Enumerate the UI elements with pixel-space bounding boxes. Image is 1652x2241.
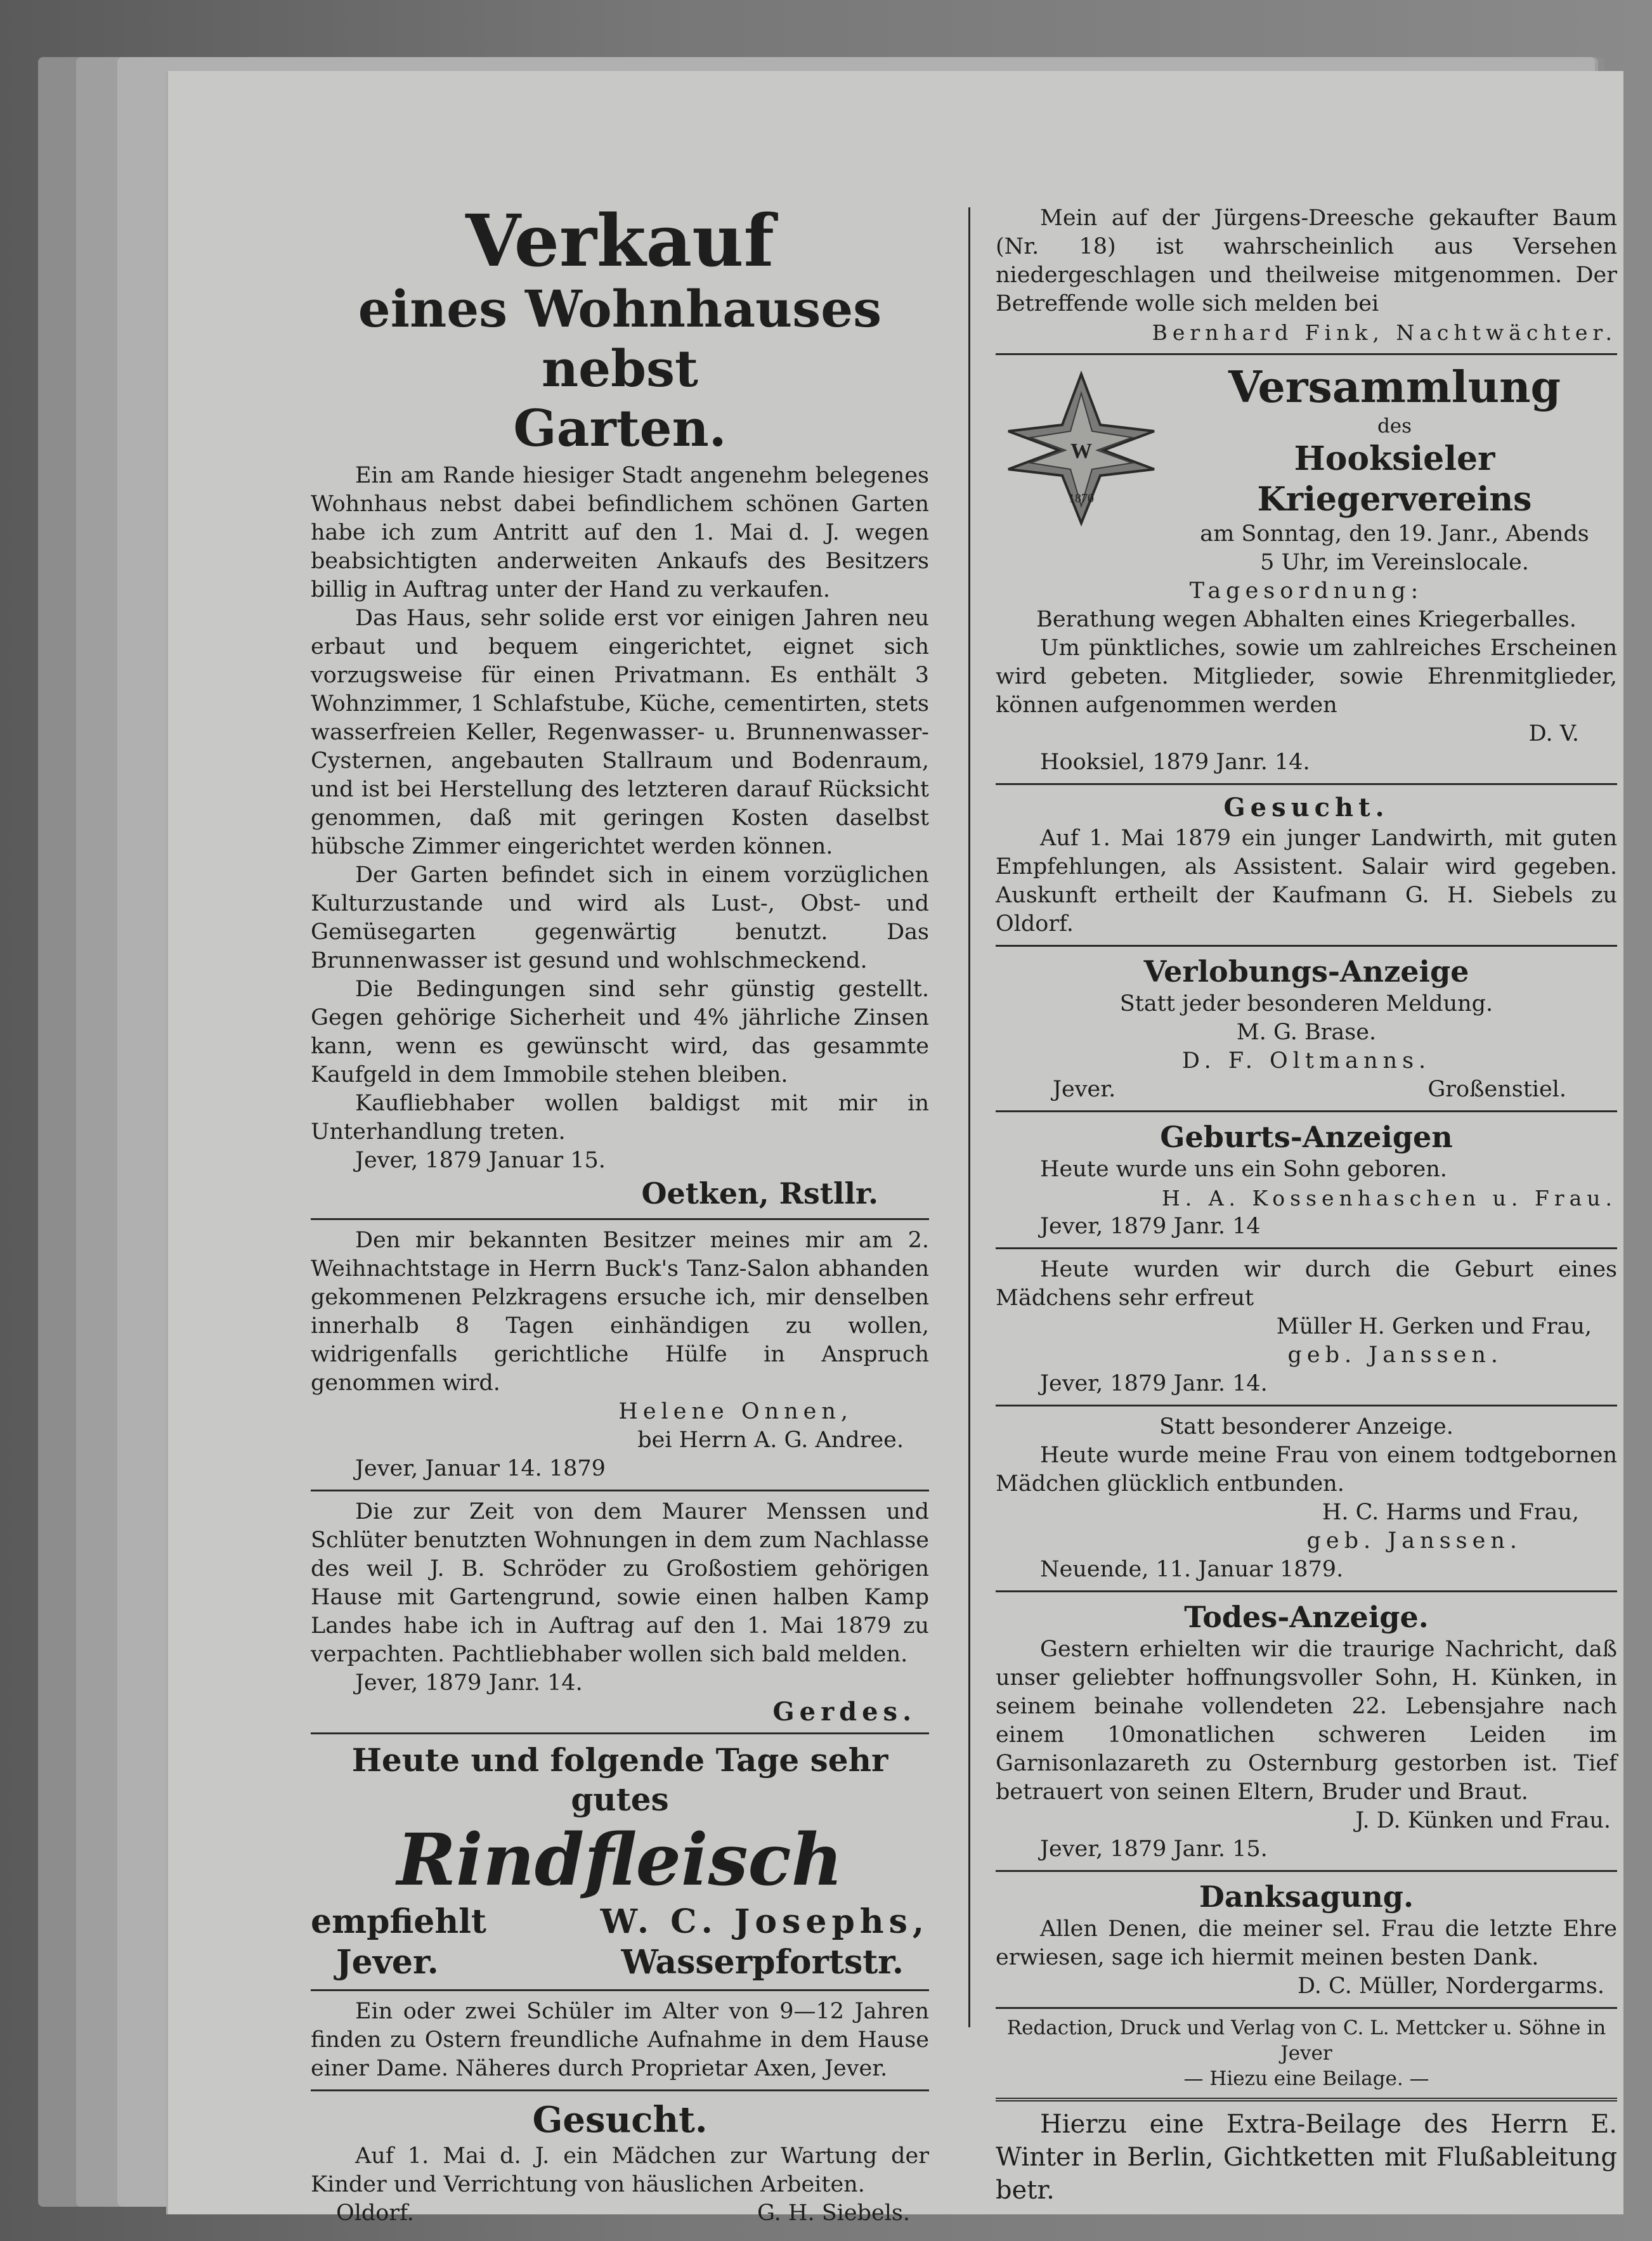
divider: [996, 2098, 1617, 2101]
ad-footer-right: Wasserpfortstr.: [621, 1943, 904, 1982]
ad-title: Gesucht.: [1223, 793, 1389, 822]
cross-year: 1870: [1069, 491, 1094, 505]
ad-rindfleisch: [311, 1741, 929, 1983]
ad-footer-row: [996, 1075, 1617, 1104]
right-column: [996, 204, 1617, 2207]
divider: [311, 1490, 929, 1491]
name-line: D. F. Oltmanns.: [1181, 1048, 1431, 1074]
ad-title: Rindfleisch: [396, 1819, 843, 1902]
paragraph: Heute wurde meine Frau von einem todtgebornen Mädchen glücklich entbunden.: [996, 1443, 1617, 1497]
ad-title: Geburts-Anzeigen: [1160, 1120, 1453, 1154]
paragraph: Der Garten befindet sich in einem vorzüglichen Kulturzustande und wird als Lust-, Obst- und Gemüsegarten gegenwärtig benutzt. Das Brunnenwasser ist gesund und wohlschmeckend.: [311, 862, 929, 973]
signature-detail: bei Herrn A. G. Andree.: [637, 1427, 904, 1453]
signature-detail: geb. Janssen.: [1306, 1528, 1522, 1554]
signature: Bernhard Fink, Nachtwächter.: [1152, 320, 1617, 345]
place: Großenstiel.: [1428, 1077, 1566, 1102]
ad-verlobung: [996, 953, 1617, 1104]
imprint-line: Redaction, Druck und Verlag von C. L. Mettcker u. Söhne in Jever: [1006, 2017, 1606, 2065]
divider: [996, 783, 1617, 785]
ad-line: Heute wurde uns ein Sohn geboren.: [1040, 1157, 1447, 1182]
paragraph: Allen Denen, die meiner sel. Frau die letzte Ehre erwiesen, sage ich hiermit meinen besten Dank.: [996, 1916, 1617, 1970]
signature: H. A. Kossenhaschen u. Frau.: [1161, 1186, 1617, 1211]
ad-subtitle: Statt jeder besonderen Meldung.: [1119, 991, 1493, 1017]
paragraph: Um pünktliches, sowie um zahlreiches Erscheinen wird gebeten. Mitglieder, sowie Ehrenmitglieder, können aufgenommen werden: [996, 635, 1617, 718]
ad-gesucht-landwirth: [996, 791, 1617, 939]
divider: [996, 1247, 1617, 1249]
ad-extra-beilage: [996, 2108, 1617, 2207]
date-line: Jever, 1879 Janr. 14: [1040, 1214, 1261, 1239]
paragraph: Auf 1. Mai 1879 ein junger Landwirth, mit guten Empfehlungen, als Assistent. Salair wird gegeben. Auskunft ertheilt der Kaufmann G. H. Siebels zu Oldorf.: [996, 826, 1617, 937]
paragraph: Das Haus, sehr solide erst vor einigen Jahren neu erbaut und bequem eingerichtet, eignet sich vorzugsweise für einen Privatmann. Es enthält 3 Wohnzimmer, 1 Schlafstube, Küche, cementirten, stets wasserfreien Keller, Regenwasser- u. Brunnenwasser-Cysternen, angebauten Stallraum und Bodenraum, und ist bei Herstellung des letzteren darauf Rücksicht genommen, daß mit geringen Kosten daselbst hübsche Zimmer eingerichtet werden können.: [311, 606, 929, 859]
ad-danksagung: [996, 1878, 1617, 2001]
signature: G. H. Siebels.: [757, 2200, 910, 2226]
ad-geburt: [996, 1119, 1617, 1584]
agenda-item: Berathung wegen Abhalten eines Kriegerballes.: [1036, 607, 1577, 632]
ad-subtitle: Statt besonderer Anzeige.: [1159, 1414, 1454, 1439]
ad-title: Verlobungs-Anzeige: [1143, 954, 1469, 989]
agenda-label: Tagesordnung:: [1189, 578, 1424, 604]
signature: D. C. Müller, Nordergarms.: [1297, 1973, 1604, 1999]
ad-gesucht-maedchen: [311, 2098, 929, 2228]
divider: [311, 2089, 929, 2091]
signature: J. D. Künken und Frau.: [1355, 1808, 1611, 1833]
date-line: Jever, 1879 Janr. 15.: [1040, 1836, 1268, 1862]
date-line: Jever, 1879 Janr. 14.: [1040, 1371, 1268, 1396]
versammlung-header: [996, 361, 1617, 577]
signature: Helene Onnen,: [618, 1399, 853, 1424]
ad-footer-row: [311, 1902, 929, 1942]
iron-cross-icon: [996, 361, 1167, 533]
ad-headline: Heute und folgende Tage sehr gutes: [351, 1741, 888, 1818]
ad-subtitle: Hooksieler Kriegervereins: [1257, 439, 1532, 519]
ad-title: Verkauf: [465, 200, 774, 283]
place: Jever.: [1053, 1077, 1116, 1102]
ad-subtitle: des: [1377, 415, 1412, 438]
ad-pelzkragen: [311, 1226, 929, 1483]
left-column: [311, 200, 929, 2228]
divider: [311, 1218, 929, 1220]
ad-title: Gesucht.: [532, 2099, 708, 2141]
date-line: Jever, 1879 Januar 15.: [355, 1148, 606, 1173]
ad-footer-row: [311, 2199, 929, 2228]
signature: Oetken, Rstllr.: [641, 1176, 878, 1211]
signature-detail: geb. Janssen.: [1287, 1342, 1503, 1368]
paragraph: Kaufliebhaber wollen baldigst mit mir in Unterhandlung treten.: [311, 1091, 929, 1145]
signature: H. C. Harms und Frau,: [1322, 1500, 1579, 1525]
column-divider: [968, 207, 970, 2027]
date-line: Jever, Januar 14. 1879: [355, 1456, 606, 1481]
paragraph: Mein auf der Jürgens-Dreesche gekaufter Baum (Nr. 18) ist wahrscheinlich aus Versehen niedergeschlagen und theilweise mitgenommen. Der Betreffende wolle sich melden bei: [996, 205, 1617, 316]
paragraph: Den mir bekannten Besitzer meines mir am 2. Weihnachtstage in Herrn Buck's Tanz-Salon abhanden gekommenen Pelzkragens ersuche ich, mir denselben innerhalb 8 Tagen einhändigen zu wollen, widrigenfalls gerichtliche Hülfe in Anspruch genommen wird.: [311, 1228, 929, 1396]
cross-letter: W: [1070, 439, 1092, 463]
paragraph: Gestern erhielten wir die traurige Nachricht, daß unser geliebter hoffnungsvoller Sohn, H. Künken, in seinem beinahe vollendeten 22. Lebensjahre nach einem 10monatlichen schweren Leiden im Garnisonlazareth zu Osternburg gestorben ist. Tief betrauert von seinen Eltern, Bruder und Braut.: [996, 1637, 1617, 1805]
divider: [996, 1110, 1617, 1112]
signature: Gerdes.: [772, 1697, 916, 1727]
ad-title: Versammlung: [1228, 362, 1561, 413]
ad-schueler: [311, 1997, 929, 2083]
divider: [311, 1989, 929, 1991]
ad-line: am Sonntag, den 19. Janr., Abends: [1200, 521, 1589, 547]
divider: [996, 353, 1617, 355]
signature: Müller H. Gerken und Frau,: [1276, 1314, 1592, 1339]
name-line: M. G. Brase.: [1236, 1020, 1377, 1045]
ad-versammlung: [996, 361, 1617, 777]
ad-baum: [996, 204, 1617, 347]
divider: [996, 1405, 1617, 1406]
ad-title: Todes-Anzeige.: [1184, 1600, 1429, 1634]
ad-title: Danksagung.: [1199, 1880, 1414, 1914]
imprint-line: — Hiezu eine Beilage. —: [1183, 2067, 1429, 2090]
ad-verkauf: [311, 200, 929, 1212]
divider: [311, 1732, 929, 1734]
date-line: Jever, 1879 Janr. 14.: [355, 1670, 583, 1696]
signature: D. V.: [1528, 721, 1579, 746]
paragraph: Die zur Zeit von dem Maurer Menssen und Schlüter benutzten Wohnungen in dem zum Nachlasse des weil J. B. Schröder zu Großostiem gehörigen Hause mit Gartengrund, sowie einen halben Kamp Landes habe ich in Auftrag auf den 1. Mai 1879 zu verpachten. Pachtliebhaber wollen sich bald melden.: [311, 1499, 929, 1667]
ad-verpachtung: [311, 1498, 929, 1726]
divider: [996, 1590, 1617, 1592]
ad-footer-left: empfiehlt: [311, 1902, 486, 1941]
paragraph: Hierzu eine Extra-Beilage des Herrn E. Winter in Berlin, Gichtketten mit Flußableitung betr.: [996, 2110, 1617, 2205]
ad-subtitle: Garten.: [513, 398, 727, 458]
newspaper-page: [166, 71, 1623, 2226]
ad-footer-left: Jever.: [336, 1943, 439, 1982]
date-line: Hooksiel, 1879 Janr. 14.: [1040, 750, 1310, 775]
divider: [996, 2007, 1617, 2009]
paragraph: Die Bedingungen sind sehr günstig gestellt. Gegen gehörige Sicherheit und 4% jährliche Zinsen kann, wenn es gewünscht wird, das gesammte Kaufgeld in dem Immobile stehen bleiben.: [311, 977, 929, 1088]
versammlung-title-block: [1172, 361, 1617, 577]
paragraph: Ein am Rande hiesiger Stadt angenehm belegenes Wohnhaus nebst dabei befindlichem schönen Garten habe ich zum Antritt auf den 1. Mai d. J. wegen beabsichtigten anderweiten Ankaufs des Besitzers billig in Auftrag unter der Hand zu verkaufen.: [311, 463, 929, 602]
ad-subtitle: eines Wohnhauses nebst: [358, 279, 882, 398]
place: Oldorf.: [336, 2200, 414, 2226]
impressum: [996, 2015, 1617, 2091]
paragraph: Heute wurden wir durch die Geburt eines Mädchens sehr erfreut: [996, 1257, 1617, 1311]
paragraph: Auf 1. Mai d. J. ein Mädchen zur Wartung der Kinder und Verrichtung von häuslichen Arbeiten.: [311, 2143, 929, 2197]
ad-line: 5 Uhr, im Vereinslocale.: [1260, 550, 1529, 575]
ad-footer-right: W. C. Josephs,: [600, 1902, 929, 1941]
divider: [996, 945, 1617, 947]
date-line: Neuende, 11. Januar 1879.: [1040, 1557, 1344, 1582]
ad-footer-row: [311, 1942, 929, 1983]
paragraph: Ein oder zwei Schüler im Alter von 9—12 Jahren finden zu Ostern freundliche Aufnahme in dem Hause einer Dame. Näheres durch Proprietar Axen, Jever.: [311, 1999, 929, 2081]
ad-todesanzeige: [996, 1599, 1617, 1864]
divider: [996, 1870, 1617, 1872]
